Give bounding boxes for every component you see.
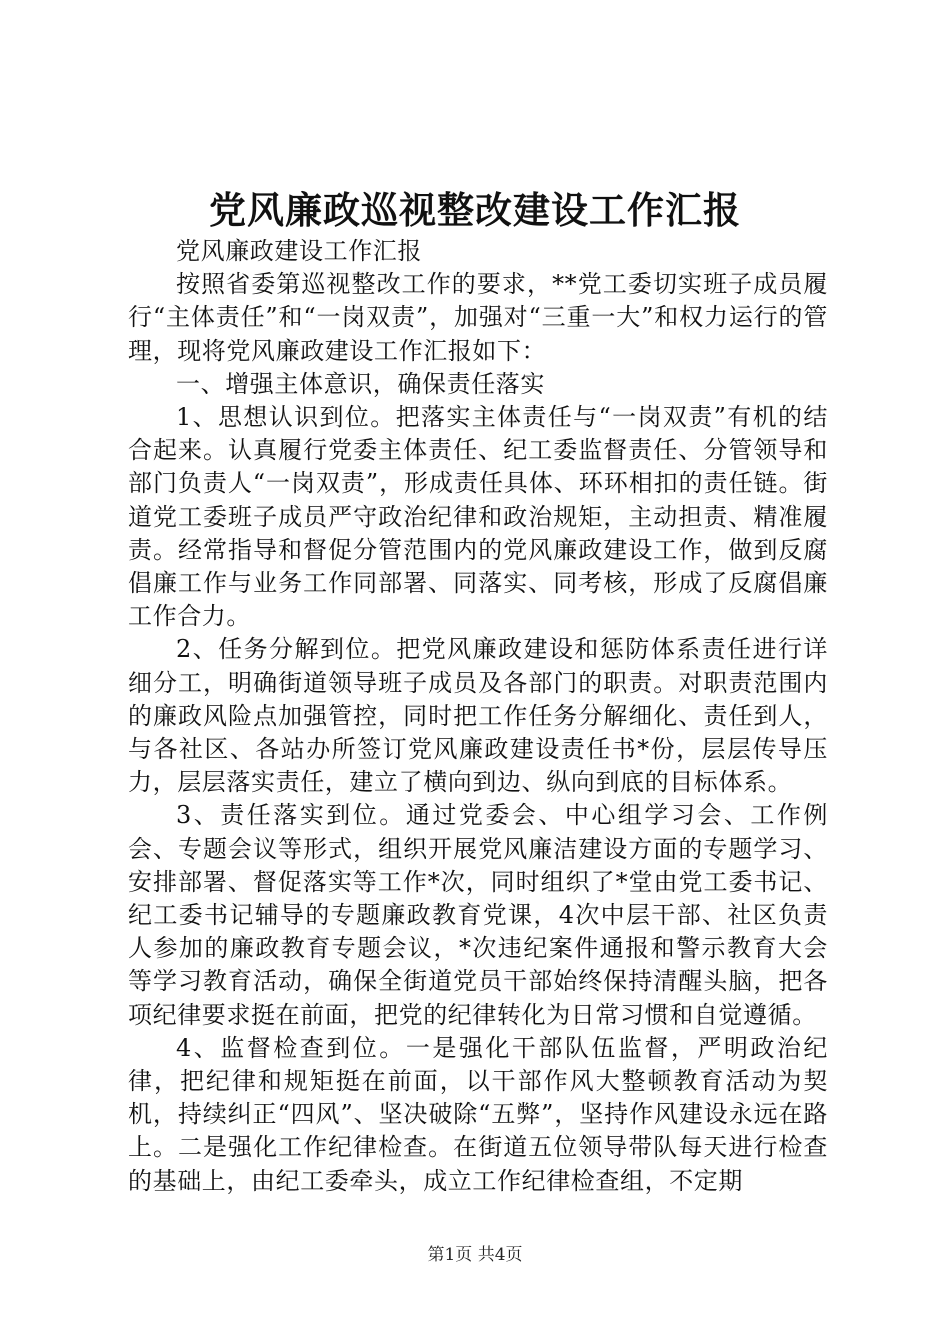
page-footer: 第1页 共4页 — [427, 1245, 523, 1265]
page-title: 党风廉政巡视整改建设工作汇报 — [209, 188, 741, 232]
document-body — [128, 235, 828, 1198]
paragraph-subtitle: 党风廉政建设工作汇报 — [176, 237, 422, 265]
paragraph-intro: 按照省委第巡视整改工作的要求，**党工委切实班子成员履行“主体责任”和“一岗双责”，加强对“三重一大”和权力运行的管理，现将党风廉政建设工作汇报如下： — [128, 270, 828, 365]
section-heading-1: 一、增强主体意识，确保责任落实 — [176, 369, 545, 398]
paragraph-item-1: 1、思想认识到位。把落实主体责任与“一岗双责”有机的结合起来。认真履行党委主体责任、纪工委监督责任、分管领导和部门负责人“一岗双责”，形成责任具体、环环相扣的责任链。街道党工委班子成员严守政治纪律和政治规矩，主动担责、精准履责。经常指导和督促分管范围内的党风廉政建设工作，做到反腐倡廉工作与业务工作同部署、同落实、同考核，形成了反腐倡廉工作合力。 — [128, 403, 828, 631]
paragraph-item-3: 3、责任落实到位。通过党委会、中心组学习会、工作例会、专题会议等形式，组织开展党风廉洁建设方面的专题学习、安排部署、督促落实等工作*次，同时组织了*堂由党工委书记、纪工委书记辅导的专题廉政教育党课，4次中层干部、社区负责人参加的廉政教育专题会议，*次违纪案件通报和警示教育大会等学习教育活动，确保全街道党员干部始终保持清醒头脑，把各项纪律要求挺在前面，把党的纪律转化为日常习惯和自觉遵循。 — [128, 801, 828, 1029]
paragraph-item-4: 4、监督检查到位。一是强化干部队伍监督，严明政治纪律，把纪律和规矩挺在前面，以干部作风大整顿教育活动为契机，持续纠正“四风”、坚决破除“五弊”，坚持作风建设永远在路上。二是强化工作纪律检查。在街道五位领导带队每天进行检查的基础上，由纪工委牵头，成立工作纪律检查组，不定期 — [128, 1033, 828, 1195]
paragraph-item-2: 2、任务分解到位。把党风廉政建设和惩防体系责任进行详细分工，明确街道领导班子成员及各部门的职责。对职责范围内的廉政风险点加强管控，同时把工作任务分解细化、责任到人，与各社区、各站办所签订党风廉政建设责任书*份，层层传导压力，层层落实责任，建立了横向到边、纵向到底的目标体系。 — [128, 635, 828, 797]
